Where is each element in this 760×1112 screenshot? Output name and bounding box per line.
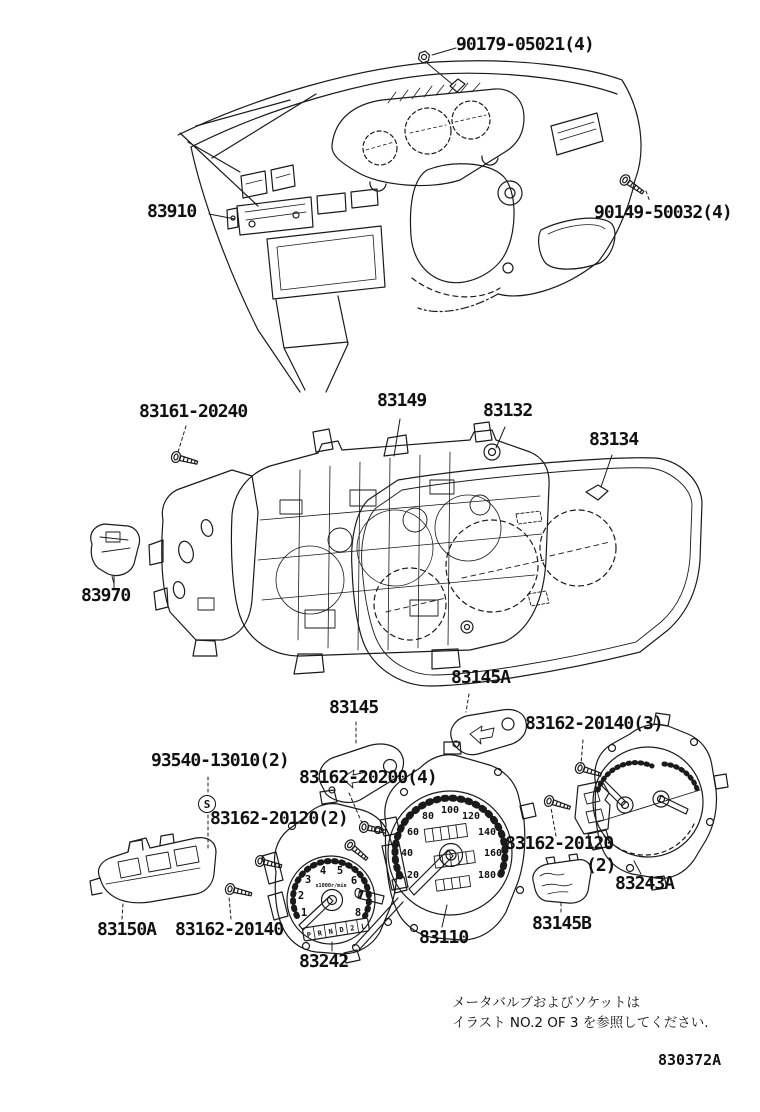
part-label-83145a: 83145A: [451, 667, 511, 688]
shift-indicator-letter: R: [317, 929, 323, 938]
part-label-83161-20240: 83161-20240: [139, 401, 248, 422]
plate-83145b: [533, 854, 591, 903]
shift-indicator-letter: D: [338, 925, 345, 935]
tach-number: 7: [357, 890, 365, 902]
part-label-90179-05021: 90179-05021(4): [456, 34, 594, 55]
screw-icon: [543, 794, 572, 813]
shift-indicator-letter: L: [360, 922, 367, 931]
part-label-83110: 83110: [419, 927, 469, 948]
part-label-83242: 83242: [299, 951, 349, 972]
part-label-83145b: 83145B: [532, 913, 592, 934]
speedo-number: 20: [406, 870, 420, 881]
shift-indicator-letter: N: [328, 927, 334, 937]
tach-number: 6: [350, 875, 358, 887]
shift-indicator-letter: P: [306, 931, 312, 940]
part-label-83150a: 83150A: [97, 919, 157, 940]
part-label-83149: 83149: [377, 390, 427, 411]
part-label-83970: 83970: [81, 585, 131, 606]
speedo-number: 60: [406, 827, 420, 838]
speedo-number: 180: [477, 870, 497, 881]
speedo-number: 40: [400, 848, 414, 859]
shift-indicator-letter: 2: [349, 924, 356, 933]
part-label-83162-20140-3: 83162-20140(3): [525, 713, 663, 734]
speedo-number: 140: [477, 827, 497, 838]
speedo-number: 120: [461, 811, 481, 822]
part-label-90149-50032: 90149-50032(4): [594, 202, 732, 223]
connector-83970: [91, 524, 140, 584]
tach-number: 8: [354, 907, 362, 919]
part-label-83162-20140: 83162-20140: [175, 919, 284, 940]
footnote-line1: メータバルブおよびソケットは: [452, 995, 641, 1011]
part-label-83910: 83910: [147, 201, 197, 222]
tach-number: 4: [319, 865, 327, 877]
part-label-83134: 83134: [589, 429, 639, 450]
drawing-code: 830372A: [658, 1051, 722, 1069]
screw-icon: [224, 883, 252, 900]
tach-number: 2: [297, 890, 305, 902]
bracket-83145a: [451, 710, 527, 755]
dashboard-illustration: [178, 61, 641, 392]
screw-icon: [170, 451, 198, 468]
meter-case: [231, 422, 549, 674]
part-label-83132: 83132: [483, 400, 533, 421]
speedo-number: 100: [440, 805, 460, 816]
nut-icon: [418, 50, 430, 64]
part-label-83162-20120-right: 83162-20120: [505, 833, 614, 854]
part-label-83145: 83145: [329, 697, 379, 718]
footnote-line2: イラスト NO.2 OF 3 を参照してください.: [452, 1015, 709, 1031]
tach-unit-label: x1000r/min: [315, 883, 347, 889]
part-label-83162-20120-right-qty: (2): [586, 855, 616, 876]
speedo-number: 80: [421, 811, 435, 822]
bracket-83150a: [90, 834, 216, 903]
tach-number: 3: [304, 874, 312, 886]
part-label-83162-20120-2-left: 83162-20120(2): [210, 808, 348, 829]
tach-number: 5: [336, 865, 344, 877]
tach-number: 1: [300, 907, 308, 919]
part-83910: [227, 197, 313, 235]
speedo-number: 160: [483, 848, 503, 859]
s-mark-symbol: S: [198, 795, 216, 813]
leader-lines: [114, 48, 650, 951]
part-label-93540-13010: 93540-13010(2): [151, 750, 289, 771]
part-label-83162-20200-4: 83162-20200(4): [299, 767, 437, 788]
part-label-83243a: 83243A: [615, 873, 675, 894]
meter-case-back-plate: [149, 470, 258, 656]
